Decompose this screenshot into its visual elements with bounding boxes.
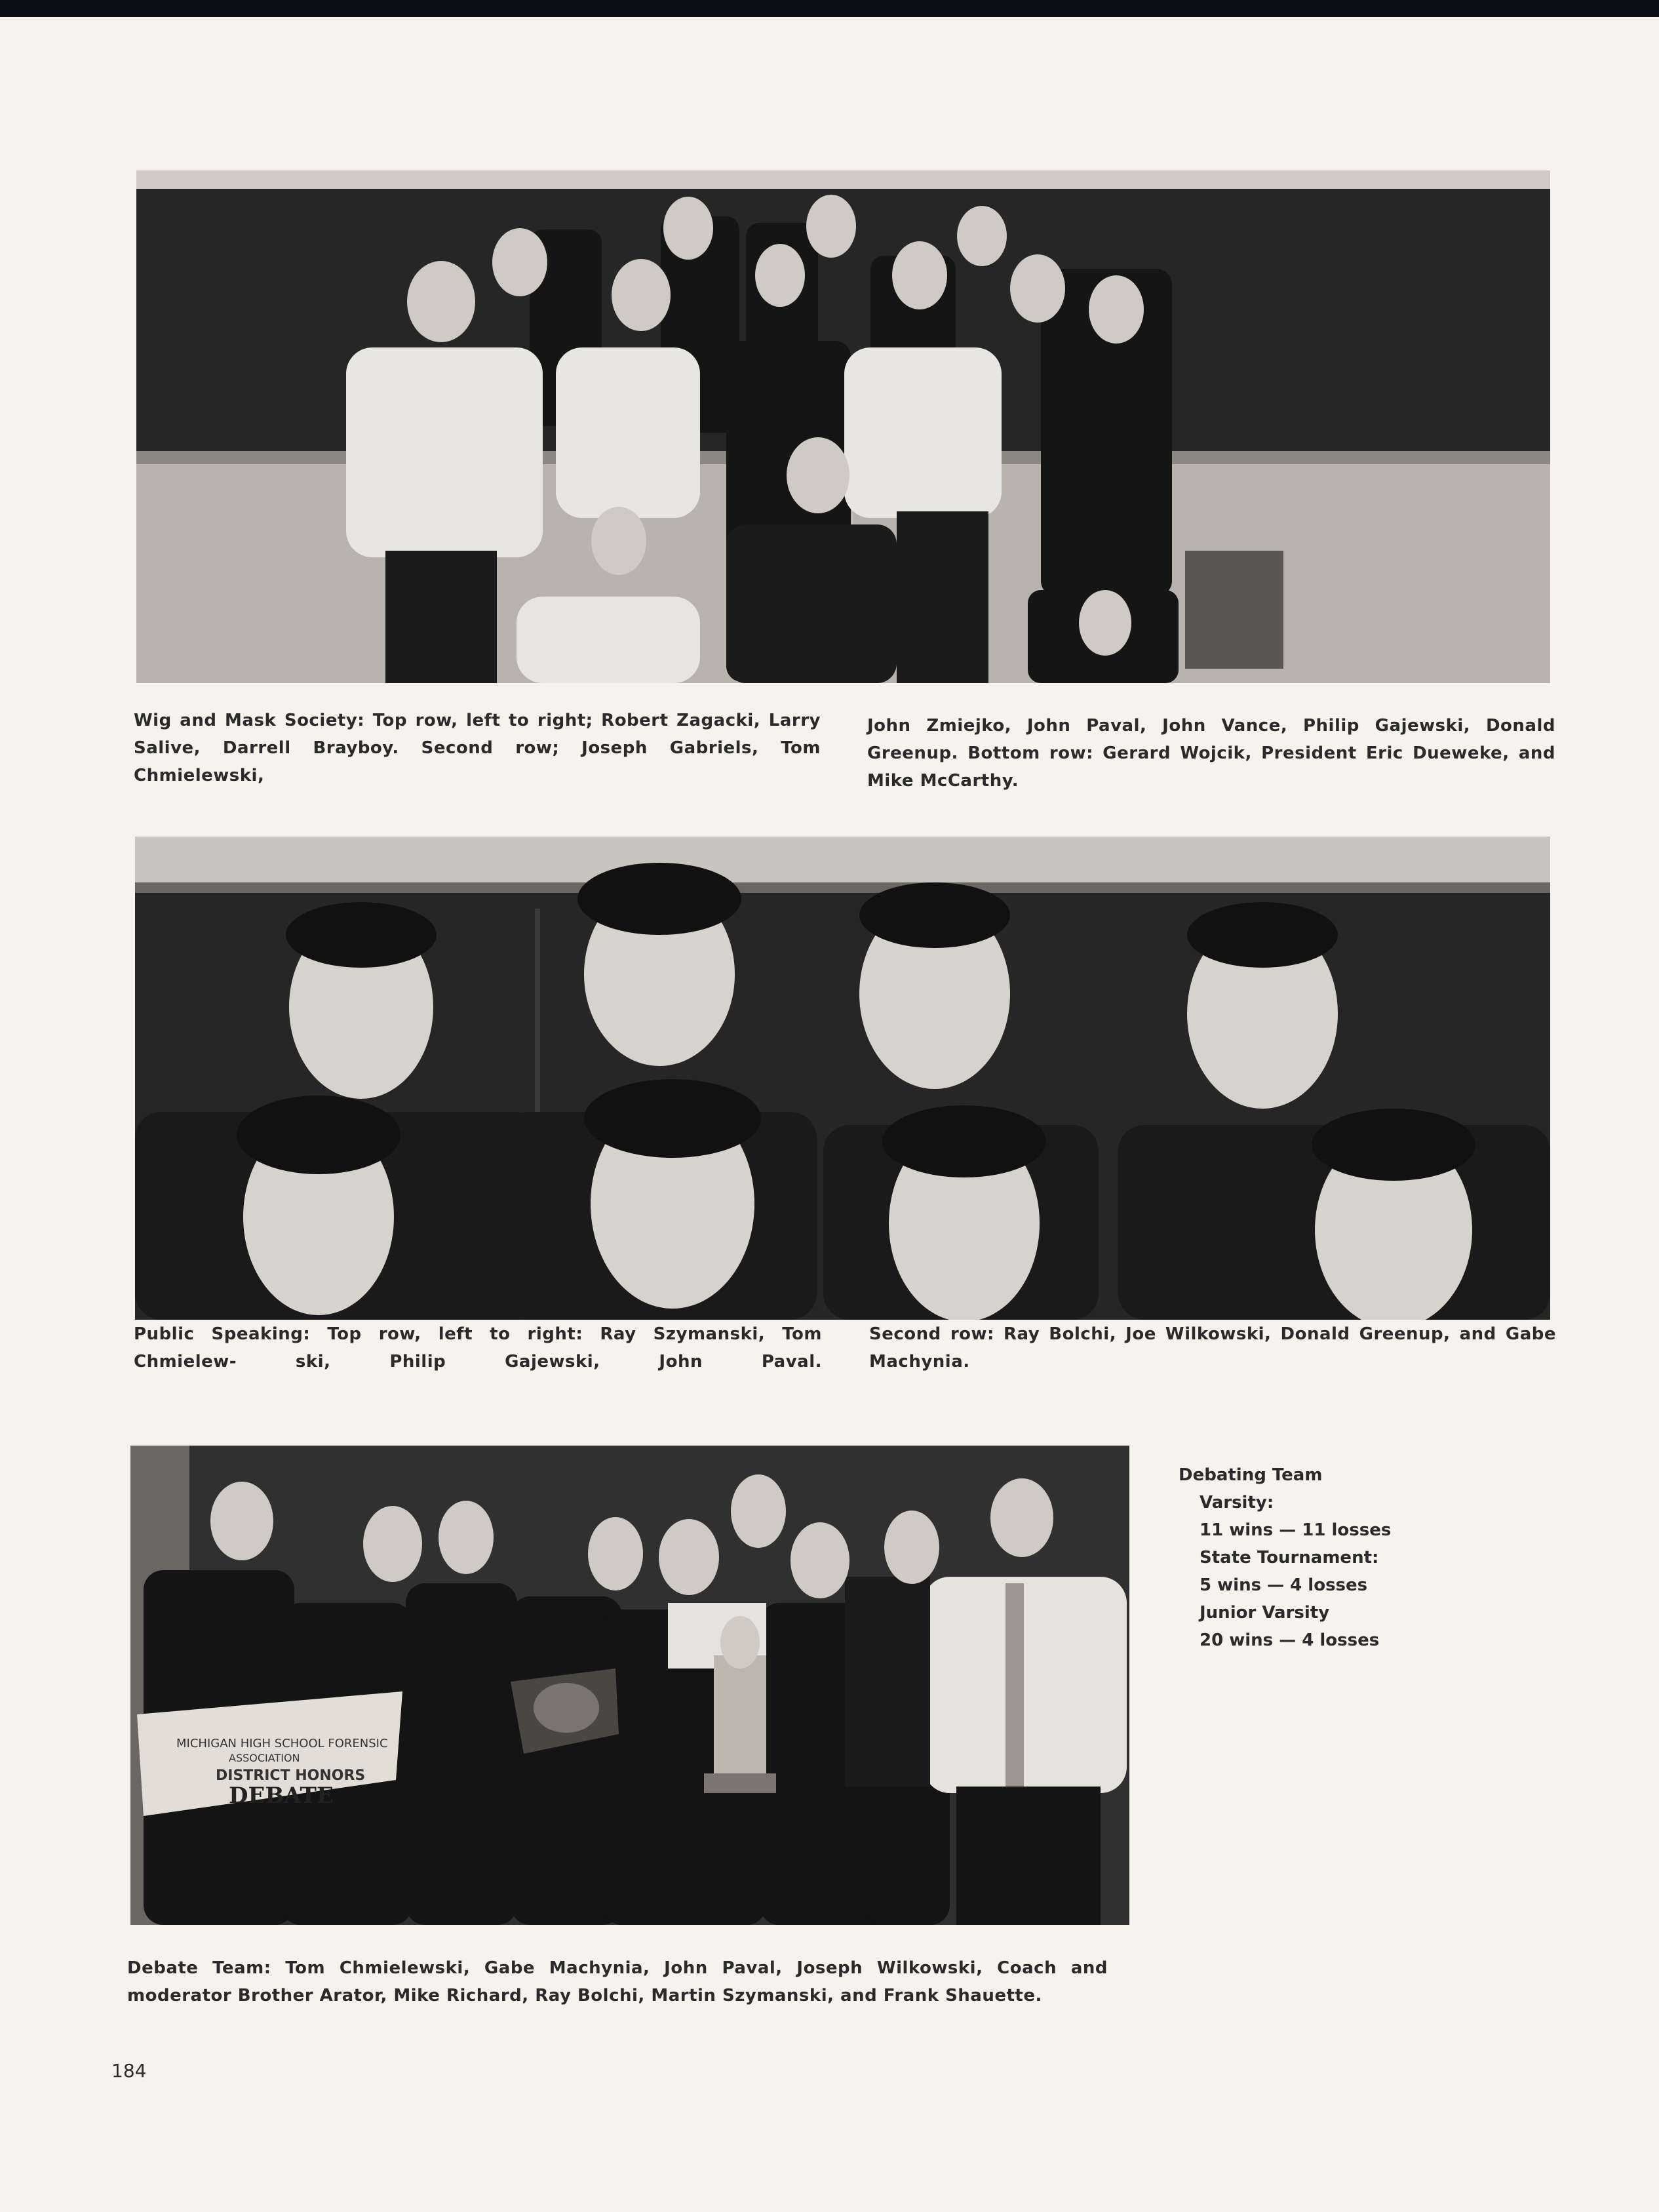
public-speaking-caption-right: Second row: Ray Bolchi, Joe Wilkowski, Donald Greenup, and Gabe Machynia. bbox=[869, 1324, 1556, 1372]
yearbook-page bbox=[0, 17, 1659, 2212]
public-speaking-caption-left: Public Speaking: Top row, left to right: Ray Szymanski, Tom Chmielew- ski, Philip Gajewski, John Paval. bbox=[134, 1324, 822, 1372]
debate-team-photo-art bbox=[130, 1446, 1129, 1925]
record-jv-label: Junior Varsity bbox=[1200, 1603, 1330, 1623]
banner-line-3: DISTRICT HONORS bbox=[216, 1768, 366, 1784]
wig-and-mask-photo-art bbox=[136, 170, 1550, 683]
debate-team-caption: Debate Team: Tom Chmielewski, Gabe Machynia, John Paval, Joseph Wilkowski, Coach and moderator Brother Arator, Mike Richard, Ray Bolchi, Martin Szymanski, and Frank Shauette. bbox=[127, 1958, 1108, 2005]
debate-team-photo bbox=[130, 1446, 1129, 1925]
page-number: 184 bbox=[111, 2060, 147, 2082]
public-speaking-photo bbox=[135, 837, 1550, 1320]
record-state-label: State Tournament: bbox=[1200, 1548, 1379, 1568]
banner-line-2: ASSOCIATION bbox=[229, 1752, 300, 1764]
record-jv-result: 20 wins — 4 losses bbox=[1200, 1630, 1380, 1650]
public-speaking-photo-art bbox=[135, 837, 1550, 1320]
record-varsity-result: 11 wins — 11 losses bbox=[1200, 1520, 1392, 1540]
banner-line-1: MICHIGAN HIGH SCHOOL FORENSIC bbox=[176, 1737, 388, 1750]
debating-record-heading: Debating Team bbox=[1179, 1465, 1323, 1485]
wig-and-mask-photo bbox=[136, 170, 1550, 683]
record-state-result: 5 wins — 4 losses bbox=[1200, 1575, 1368, 1595]
wig-and-mask-caption-right: John Zmiejko, John Paval, John Vance, Philip Gajewski, Donald Greenup. Bottom row: Gerard Wojcik, President Eric Dueweke, and Mike McCarthy. bbox=[867, 716, 1555, 791]
record-varsity-label: Varsity: bbox=[1200, 1493, 1274, 1512]
wig-and-mask-caption-left: Wig and Mask Society: Top row, left to right; Robert Zagacki, Larry Salive, Darrell Brayboy. Second row; Joseph Gabriels, Tom Chmielewski, bbox=[134, 711, 821, 785]
banner-line-4: DEBATE bbox=[229, 1783, 334, 1809]
debating-record bbox=[1179, 1461, 1454, 1654]
